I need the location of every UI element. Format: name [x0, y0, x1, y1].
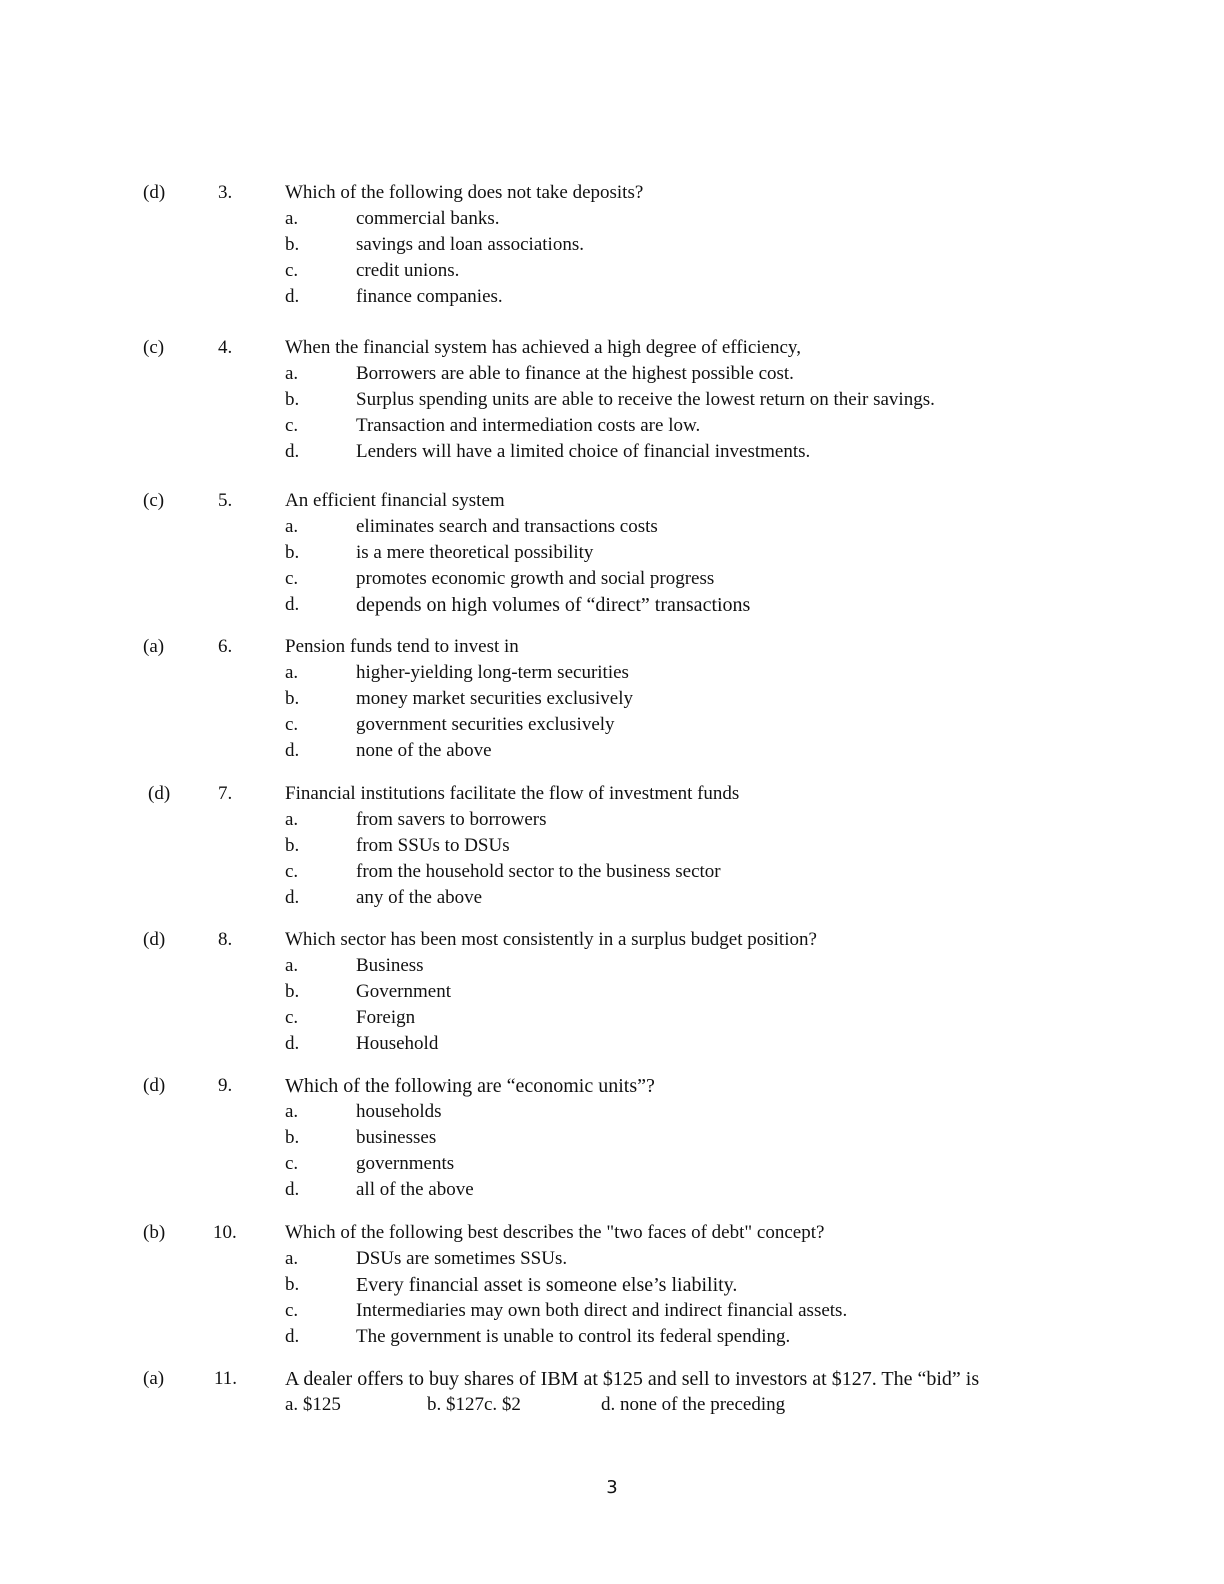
question-number: 4.: [218, 337, 233, 358]
answer-key: (c): [143, 490, 165, 511]
option-letter: c.: [285, 1007, 299, 1028]
question-stem: Which of the following best describes the "two faces of debt" concept?: [285, 1222, 825, 1243]
question-7: [0, 781, 1224, 911]
question-stem: Which of the following are “economic units”?: [285, 1075, 655, 1097]
question-stem-line: [0, 634, 1224, 660]
option-text: higher-yielding long-term securities: [356, 662, 629, 683]
option-b: [0, 387, 1224, 413]
option-text: households: [356, 1101, 442, 1122]
option-text: Foreign: [356, 1007, 416, 1028]
option-b: [0, 232, 1224, 258]
option-letter: b.: [285, 835, 300, 856]
option-d: [0, 885, 1224, 911]
question-6: [0, 634, 1224, 764]
option-b: [0, 979, 1224, 1005]
option-text: credit unions.: [356, 260, 460, 281]
option-letter: d.: [285, 1326, 300, 1347]
option-c: [0, 413, 1224, 439]
option-letter: d.: [285, 740, 300, 761]
question-stem: When the financial system has achieved a high degree of efficiency,: [285, 337, 801, 358]
question-11: [0, 1366, 1224, 1418]
option-letter: d.: [285, 1179, 300, 1200]
question-stem-line: [0, 781, 1224, 807]
question-10: [0, 1220, 1224, 1350]
question-number: 11.: [214, 1368, 238, 1389]
question-stem-line: [0, 335, 1224, 361]
option-letter: a.: [285, 516, 299, 537]
option-d: [0, 592, 1224, 618]
option-a: [0, 206, 1224, 232]
option-c: [0, 1005, 1224, 1031]
option-letter: c.: [285, 714, 299, 735]
option-d: [0, 1324, 1224, 1350]
question-stem-line: [0, 1073, 1224, 1099]
option-text: Lenders will have a limited choice of financial investments.: [356, 441, 811, 462]
option-letter: c.: [285, 861, 299, 882]
option-a: [0, 514, 1224, 540]
option-text: from savers to borrowers: [356, 809, 547, 830]
option-letter: b.: [285, 389, 300, 410]
option-letter: b.: [285, 1274, 300, 1295]
option-letter: c.: [285, 415, 299, 436]
question-9: [0, 1073, 1224, 1203]
option-c: [0, 712, 1224, 738]
option-text: money market securities exclusively: [356, 688, 633, 709]
question-stem: Which sector has been most consistently in a surplus budget position?: [285, 929, 817, 950]
option-text: Government: [356, 981, 451, 1002]
option-letter: b.: [285, 234, 300, 255]
question-stem-line: [0, 1366, 1224, 1392]
option-text: depends on high volumes of “direct” transactions: [356, 594, 751, 616]
option-d: [0, 284, 1224, 310]
option-letter: d.: [285, 441, 300, 462]
option-d: [0, 1177, 1224, 1203]
option-letter: d.: [285, 286, 300, 307]
question-number: 3.: [218, 182, 233, 203]
option-b: [0, 686, 1224, 712]
option-c: [0, 566, 1224, 592]
option-text: businesses: [356, 1127, 437, 1148]
option-c: [0, 258, 1224, 284]
option-text: savings and loan associations.: [356, 234, 584, 255]
question-number: 9.: [218, 1075, 233, 1096]
option-a: [0, 1099, 1224, 1125]
option-text: from the household sector to the business sector: [356, 861, 721, 882]
option-text: Business: [356, 955, 424, 976]
option-text: The government is unable to control its federal spending.: [356, 1326, 791, 1347]
option-text: from SSUs to DSUs: [356, 835, 510, 856]
option-a: [0, 660, 1224, 686]
question-stem: Financial institutions facilitate the flow of investment funds: [285, 783, 740, 804]
option-a: [0, 361, 1224, 387]
option-letter: b.: [285, 688, 300, 709]
option-b: [0, 1272, 1224, 1298]
question-stem-line: [0, 180, 1224, 206]
option-letter: a.: [285, 955, 299, 976]
question-3: [0, 180, 1224, 310]
option-b: [0, 1125, 1224, 1151]
question-stem: A dealer offers to buy shares of IBM at $125 and sell to investors at $127. The “bid” is: [285, 1368, 980, 1390]
answer-key: (d): [143, 1075, 166, 1096]
question-stem-line: [0, 927, 1224, 953]
option-text: governments: [356, 1153, 455, 1174]
option-a: a. $125: [285, 1394, 341, 1415]
option-a: [0, 1246, 1224, 1272]
question-5: [0, 488, 1224, 618]
option-b: [0, 540, 1224, 566]
option-text: commercial banks.: [356, 208, 500, 229]
option-letter: c.: [285, 1300, 299, 1321]
question-8: [0, 927, 1224, 1057]
option-letter: d.: [285, 887, 300, 908]
option-letter: c.: [285, 568, 299, 589]
option-a: [0, 953, 1224, 979]
question-number: 6.: [218, 636, 233, 657]
option-b-c: b. $127c. $2: [427, 1394, 521, 1415]
question-number: 7.: [218, 783, 233, 804]
option-d: [0, 439, 1224, 465]
option-text: finance companies.: [356, 286, 503, 307]
option-a: [0, 807, 1224, 833]
option-text: eliminates search and transactions costs: [356, 516, 658, 537]
answer-key: (a): [143, 1368, 165, 1389]
option-letter: c.: [285, 260, 299, 281]
question-stem: Pension funds tend to invest in: [285, 636, 519, 657]
question-number: 5.: [218, 490, 233, 511]
option-letter: a.: [285, 363, 299, 384]
option-letter: d.: [285, 594, 300, 615]
option-d: [0, 1031, 1224, 1057]
option-text: Borrowers are able to finance at the highest possible cost.: [356, 363, 794, 384]
question-stem: An efficient financial system: [285, 490, 505, 511]
option-letter: b.: [285, 542, 300, 563]
option-letter: a.: [285, 662, 299, 683]
answer-key: (d): [143, 929, 166, 950]
option-text: DSUs are sometimes SSUs.: [356, 1248, 568, 1269]
answer-key: (c): [143, 337, 165, 358]
question-number: 10.: [213, 1222, 237, 1243]
option-text: is a mere theoretical possibility: [356, 542, 594, 563]
option-letter: a.: [285, 208, 299, 229]
option-letter: b.: [285, 981, 300, 1002]
answer-key: (b): [143, 1222, 166, 1243]
answer-key: (d): [143, 182, 166, 203]
option-text: Every financial asset is someone else’s liability.: [356, 1274, 738, 1296]
answer-key: (a): [143, 636, 165, 657]
option-d: d. none of the preceding: [601, 1394, 786, 1415]
option-letter: a.: [285, 1101, 299, 1122]
option-b: [0, 833, 1224, 859]
answer-key: (d): [148, 783, 171, 804]
option-text: Surplus spending units are able to receive the lowest return on their savings.: [356, 389, 935, 410]
inline-options: [0, 1392, 1224, 1418]
question-stem-line: [0, 488, 1224, 514]
option-text: government securities exclusively: [356, 714, 615, 735]
option-text: Intermediaries may own both direct and indirect financial assets.: [356, 1300, 848, 1321]
option-letter: a.: [285, 809, 299, 830]
option-letter: b.: [285, 1127, 300, 1148]
page-number: 3: [606, 1477, 618, 1498]
option-text: promotes economic growth and social progress: [356, 568, 715, 589]
option-text: all of the above: [356, 1179, 474, 1200]
option-c: [0, 1298, 1224, 1324]
option-text: Household: [356, 1033, 439, 1054]
question-4: [0, 335, 1224, 465]
option-d: [0, 738, 1224, 764]
option-c: [0, 859, 1224, 885]
question-stem-line: [0, 1220, 1224, 1246]
option-c: [0, 1151, 1224, 1177]
option-letter: c.: [285, 1153, 299, 1174]
question-stem: Which of the following does not take deposits?: [285, 182, 644, 203]
option-text: Transaction and intermediation costs are low.: [356, 415, 701, 436]
option-letter: a.: [285, 1248, 299, 1269]
option-text: none of the above: [356, 740, 492, 761]
question-number: 8.: [218, 929, 233, 950]
option-text: any of the above: [356, 887, 483, 908]
option-letter: d.: [285, 1033, 300, 1054]
